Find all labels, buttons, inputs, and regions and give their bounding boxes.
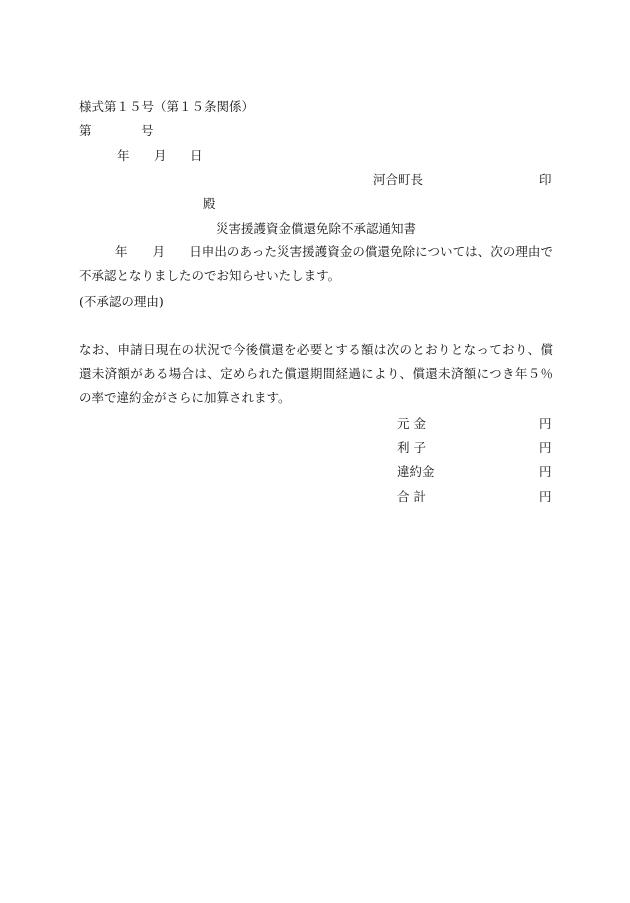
date-year-label: 年: [117, 148, 130, 163]
date-month-label: 月: [154, 148, 167, 163]
document-title: 災害援護資金償還免除不承認通知書: [216, 221, 417, 236]
amount-unit: 円: [539, 416, 552, 431]
body-paragraph: [79, 240, 553, 288]
issuer-name: 河合町長: [373, 172, 424, 187]
amount-label: 合 計: [397, 489, 426, 504]
body-text: 日申出のあった災害援護資金の償還免除については、次の理由で不承認となりましたのでお知らせいたします。: [79, 244, 553, 283]
amount-unit: 円: [539, 489, 552, 504]
document-number-prefix: 第: [79, 123, 92, 138]
addressee-honorific: 殿: [203, 196, 216, 211]
amount-label: 利 子: [397, 440, 426, 455]
date-day-label: 日: [190, 148, 203, 163]
reason-label: (不承認の理由): [79, 294, 164, 309]
document-number-suffix: 号: [141, 123, 154, 138]
amount-label: 元 金: [397, 416, 426, 431]
seal-mark: 印: [539, 172, 552, 187]
form-number: 様式第１５号（第１５条関係）: [79, 99, 255, 114]
amount-unit: 円: [539, 440, 552, 455]
body-month-label: 月: [152, 244, 166, 259]
body-year-label: 年: [115, 244, 128, 259]
amount-label: 違約金: [397, 464, 435, 479]
amount-unit: 円: [539, 464, 552, 479]
notice-paragraph: なお、申請日現在の状況で今後償還を必要とする額は次のとおりとなっており、償還未済額がある場合は、定められた償還期間経過により、償還未済額につき年５％の率で違約金がさらに加算されます。: [79, 342, 553, 405]
